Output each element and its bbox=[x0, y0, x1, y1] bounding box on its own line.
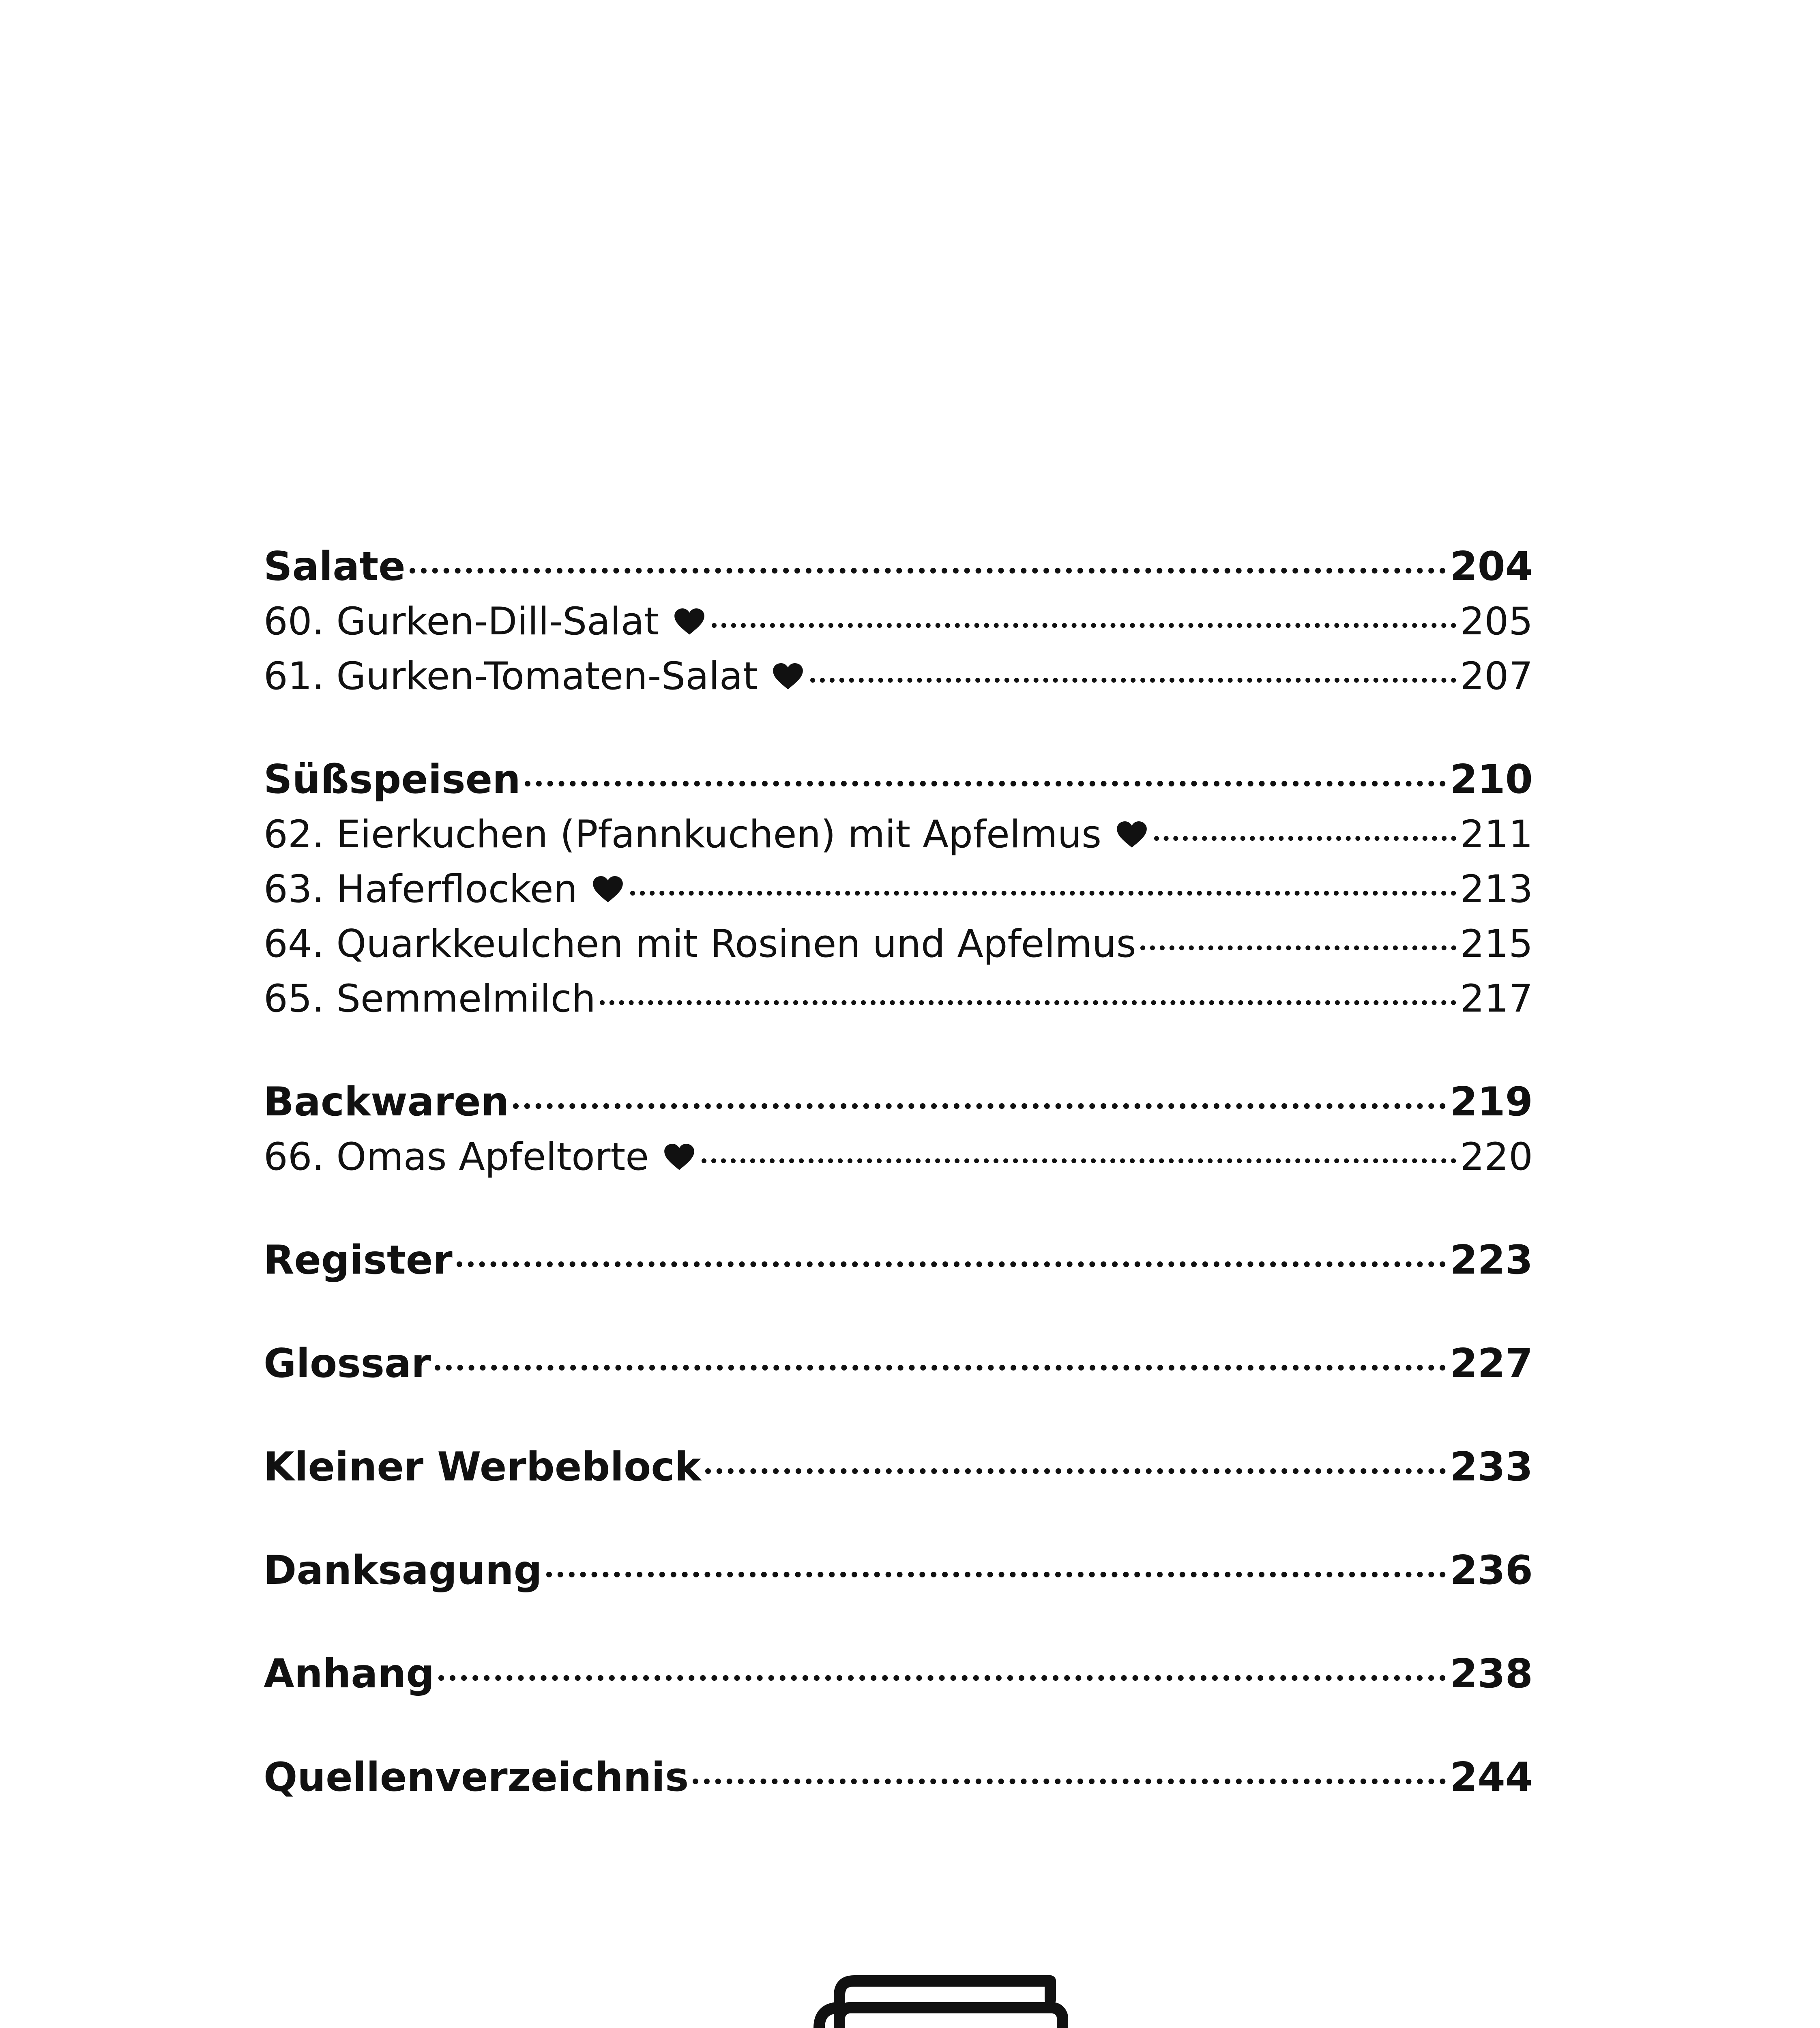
page-number: 204 bbox=[1450, 544, 1533, 590]
toc-section-heading[interactable] bbox=[264, 1750, 1533, 1805]
dot-leader bbox=[438, 1675, 1446, 1681]
heart-icon bbox=[592, 876, 624, 903]
entry-title: 65. Semmelmilch bbox=[264, 977, 596, 1021]
heart-icon bbox=[663, 1144, 695, 1171]
toc-entry[interactable] bbox=[264, 971, 1533, 1026]
toc-section bbox=[264, 1647, 1533, 1701]
toc-section bbox=[264, 539, 1533, 704]
page-number: 236 bbox=[1450, 1547, 1533, 1594]
heart-icon bbox=[674, 608, 705, 635]
toc-section-heading[interactable] bbox=[264, 1075, 1533, 1130]
dot-leader bbox=[600, 1000, 1456, 1005]
dot-leader bbox=[410, 568, 1446, 574]
dot-leader bbox=[810, 678, 1456, 683]
entry-title: 62. Eierkuchen (Pfannkuchen) mit Apfelmus bbox=[264, 812, 1102, 857]
heart-icon bbox=[772, 663, 804, 690]
section-title: Anhang bbox=[264, 1651, 435, 1697]
toc-section-heading[interactable] bbox=[264, 1543, 1533, 1598]
toc-entry[interactable] bbox=[264, 917, 1533, 971]
page-number: 211 bbox=[1460, 812, 1533, 857]
section-title: Danksagung bbox=[264, 1547, 542, 1594]
page-number: 205 bbox=[1460, 599, 1533, 644]
toc-section bbox=[264, 1336, 1533, 1391]
toc-section-heading[interactable] bbox=[264, 539, 1533, 594]
entry-title: 60. Gurken-Dill-Salat bbox=[264, 599, 659, 644]
toc-entry[interactable] bbox=[264, 1130, 1533, 1184]
dot-leader bbox=[693, 1779, 1446, 1784]
dot-leader bbox=[435, 1365, 1446, 1371]
entry-title: 66. Omas Apfeltorte bbox=[264, 1135, 649, 1179]
page-number: 244 bbox=[1450, 1754, 1533, 1800]
entry-title: 63. Haferflocken bbox=[264, 867, 578, 911]
page-number: 227 bbox=[1450, 1341, 1533, 1387]
page-number: 238 bbox=[1450, 1651, 1533, 1697]
toc-entry[interactable] bbox=[264, 594, 1533, 649]
section-title: Glossar bbox=[264, 1341, 431, 1387]
section-title: Kleiner Werbeblock bbox=[264, 1444, 701, 1490]
page-number: 223 bbox=[1450, 1237, 1533, 1283]
section-title: Register bbox=[264, 1237, 453, 1283]
toc-section bbox=[264, 1440, 1533, 1495]
page-number: 220 bbox=[1460, 1135, 1533, 1179]
toc-section bbox=[264, 1233, 1533, 1288]
table-of-contents bbox=[264, 539, 1533, 1854]
section-title: Backwaren bbox=[264, 1079, 509, 1125]
page-number: 215 bbox=[1460, 922, 1533, 966]
toc-section-heading[interactable] bbox=[264, 1233, 1533, 1288]
toc-section-heading[interactable] bbox=[264, 1647, 1533, 1701]
toc-section bbox=[264, 1075, 1533, 1184]
toc-entry[interactable] bbox=[264, 862, 1533, 917]
toc-section bbox=[264, 1750, 1533, 1805]
section-title: Salate bbox=[264, 544, 406, 590]
dot-leader bbox=[705, 1468, 1446, 1474]
entry-title: 61. Gurken-Tomaten-Salat bbox=[264, 654, 758, 698]
dot-leader bbox=[630, 891, 1456, 896]
heart-icon bbox=[1116, 821, 1148, 848]
dot-leader bbox=[457, 1261, 1446, 1267]
toc-entry[interactable] bbox=[264, 649, 1533, 704]
page-number: 233 bbox=[1450, 1444, 1533, 1490]
dot-leader bbox=[525, 781, 1446, 786]
dot-leader bbox=[712, 623, 1456, 628]
page-number: 213 bbox=[1460, 867, 1533, 911]
page-number: 217 bbox=[1460, 977, 1533, 1021]
dot-leader bbox=[1140, 945, 1456, 950]
page-number: 207 bbox=[1460, 654, 1533, 698]
toc-entry[interactable] bbox=[264, 807, 1533, 862]
dot-leader bbox=[513, 1103, 1446, 1109]
dot-leader bbox=[546, 1572, 1446, 1577]
section-title: Quellenverzeichnis bbox=[264, 1754, 689, 1800]
toc-section-heading[interactable] bbox=[264, 752, 1533, 807]
toc-section bbox=[264, 1543, 1533, 1598]
page-number: 210 bbox=[1450, 756, 1533, 803]
dot-leader bbox=[1154, 836, 1456, 841]
cookbook-chef-hat-icon bbox=[807, 1971, 1071, 2028]
dot-leader bbox=[702, 1158, 1456, 1163]
toc-section-heading[interactable] bbox=[264, 1440, 1533, 1495]
section-title: Süßspeisen bbox=[264, 756, 521, 803]
page-number: 219 bbox=[1450, 1079, 1533, 1125]
toc-section bbox=[264, 752, 1533, 1026]
toc-section-heading[interactable] bbox=[264, 1336, 1533, 1391]
entry-title: 64. Quarkkeulchen mit Rosinen und Apfelmus bbox=[264, 922, 1136, 966]
